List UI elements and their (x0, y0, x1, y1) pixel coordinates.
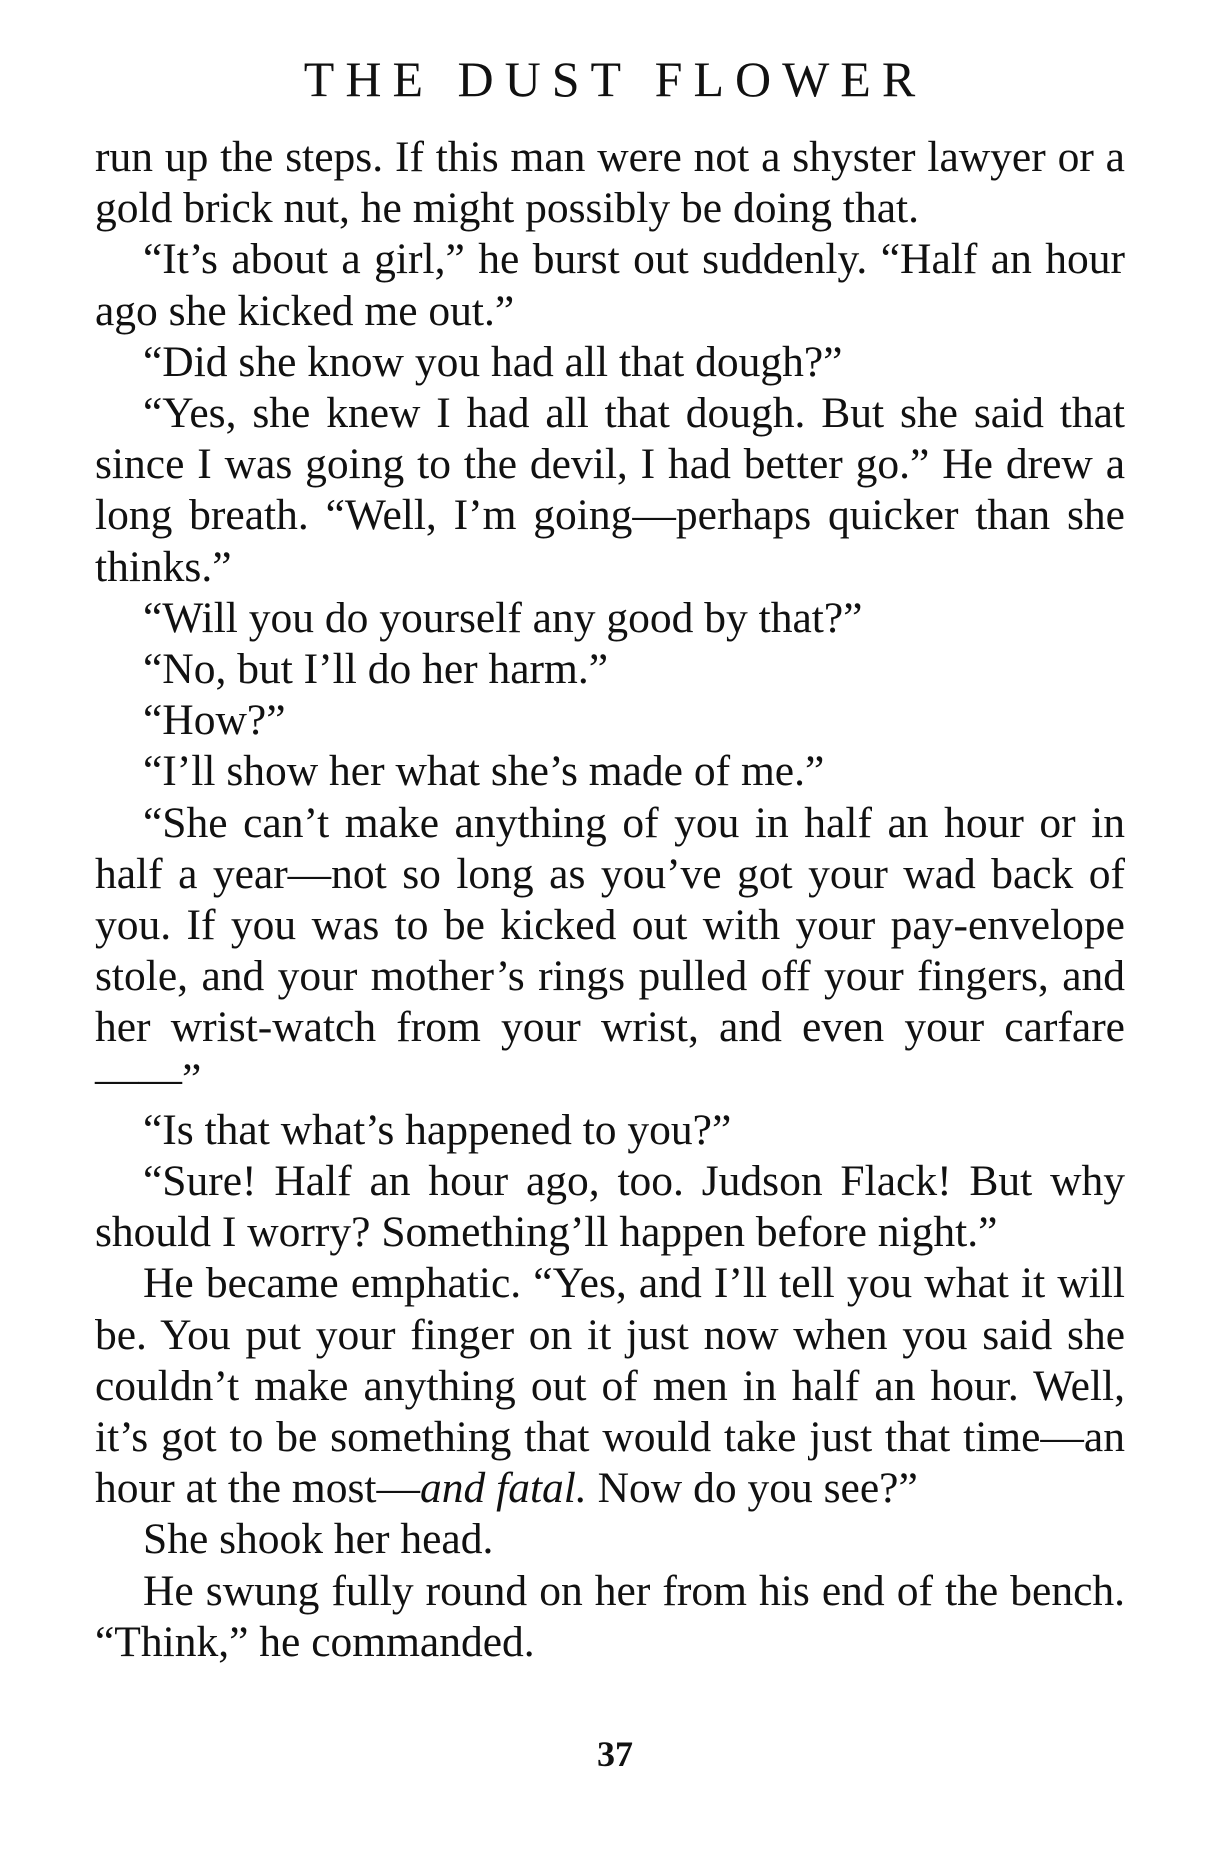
paragraph: “Will you do yourself any good by that?” (143, 593, 863, 642)
paragraph: “It’s about a girl,” he burst out suddenly. “Half an hour ago she kicked me out.” (95, 235, 1125, 335)
paragraph: “No, but I’ll do her harm.” (143, 645, 609, 694)
paragraph: “Yes, she knew I had all that dough. But she said that since I was going to the devil, I had better go.” He drew a long breath. “Well, I’m going—perhaps quicker than she thinks.” (95, 389, 1125, 591)
page-number: 37 (597, 1734, 633, 1774)
paragraph: “Is that what’s happened to you?” (143, 1105, 732, 1154)
paragraph-text: Now do you see?” (586, 1464, 918, 1513)
italic-text: and fatal. (420, 1464, 587, 1513)
paragraph: “I’ll show her what she’s made of me.” (143, 747, 825, 796)
body-text (95, 132, 1125, 1668)
paragraph: “Sure! Half an hour ago, too. Judson Flack! But why should I worry? Something’ll happen before night.” (95, 1157, 1125, 1257)
paragraph: run up the steps. If this man were not a shyster lawyer or a gold brick nut, he might possibly be doing that. (95, 133, 1125, 233)
paragraph: “Did she know you had all that dough?” (143, 337, 843, 386)
paragraph-text: He became emphatic. “Yes, and I’ll tell you what it will be. You put your finger on it just now when you said she couldn’t make anything out of men in half an hour. Well, it’s got to be something that would take just that time—an hour at the most— (95, 1259, 1125, 1513)
paragraph (95, 1258, 1125, 1514)
paragraph: “How?” (143, 696, 286, 745)
paragraph: He swung fully round on her from his end of the bench. “Think,” he commanded. (95, 1566, 1125, 1666)
paragraph: “She can’t make anything of you in half an hour or in half a year—not so long as you’ve got your wad back of you. If you was to be kicked out with your pay-envelope stole, and your mother’s rings pulled off your fingers, and her wrist-watch from your wrist, and even your carfare ——” (95, 798, 1125, 1103)
running-head: THE DUST FLOWER (303, 51, 927, 107)
book-page (95, 40, 1125, 1840)
paragraph: She shook her head. (143, 1515, 494, 1564)
